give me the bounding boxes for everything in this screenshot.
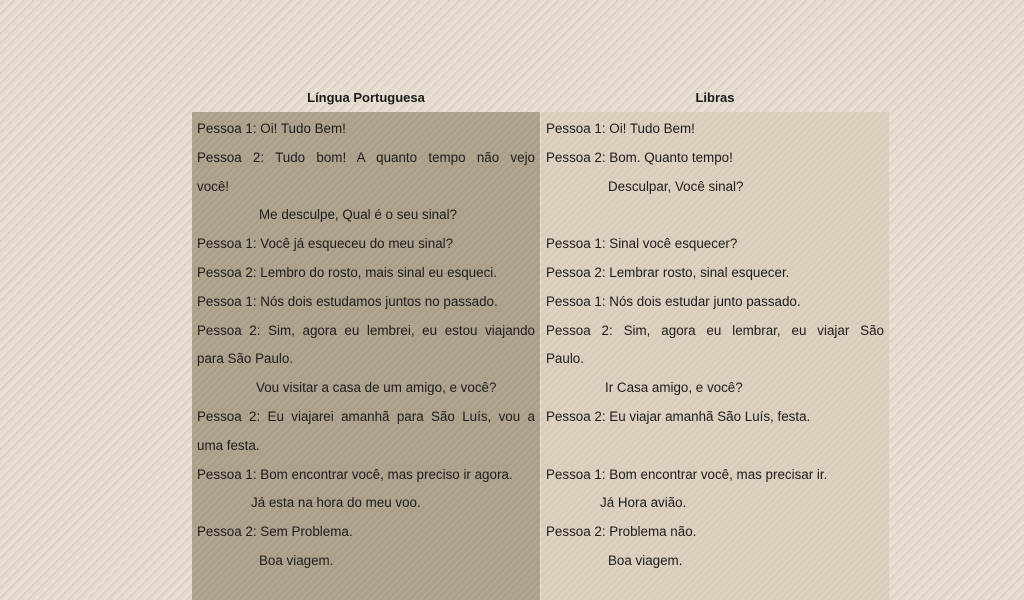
- pt-line-14: Já esta na hora do meu voo.: [251, 495, 421, 511]
- pt-line-2: Pessoa 2: Tudo bom! A quanto tempo não vejo: [197, 149, 535, 165]
- pt-line-7: Pessoa 1: Nós dois estudamos juntos no passado.: [197, 293, 498, 309]
- libras-line-3: Desculpar, Você sinal?: [608, 178, 744, 194]
- libras-line-14: Já Hora avião.: [600, 495, 687, 511]
- pt-line-4: Me desculpe, Qual é o seu sinal?: [259, 207, 458, 223]
- libras-column: [541, 112, 889, 600]
- libras-line-6: Pessoa 2: Lembrar rosto, sinal esquecer.: [546, 264, 790, 280]
- libras-line-16: Boa viagem.: [608, 552, 683, 568]
- header-libras: Libras: [695, 90, 735, 105]
- pt-line-10: Vou visitar a casa de um amigo, e você?: [256, 380, 497, 396]
- libras-line-1: Pessoa 1: Oi! Tudo Bem!: [546, 121, 695, 136]
- header-portuguese: Língua Portuguesa: [307, 90, 425, 105]
- libras-line-13: Pessoa 1: Bom encontrar você, mas precisar ir.: [546, 466, 828, 482]
- libras-line-7: Pessoa 1: Nós dois estudar junto passado.: [546, 293, 801, 309]
- pt-line-5: Pessoa 1: Você já esqueceu do meu sinal?: [197, 236, 454, 252]
- libras-line-12: [546, 432, 884, 461]
- pt-line-11: Pessoa 2: Eu viajarei amanhã para São Luís, vou a: [197, 408, 535, 424]
- libras-line-9: Paulo.: [546, 351, 584, 367]
- libras-line-15: Pessoa 2: Problema não.: [546, 524, 697, 540]
- libras-line-8: Pessoa 2: Sim, agora eu lembrar, eu viajar São: [546, 322, 884, 338]
- libras-line-2: Pessoa 2: Bom. Quanto tempo!: [546, 149, 733, 165]
- pt-line-16: Boa viagem.: [259, 552, 334, 568]
- libras-line-11: Pessoa 2: Eu viajar amanhã São Luís, festa.: [546, 408, 811, 424]
- libras-line-10: Ir Casa amigo, e você?: [605, 380, 743, 396]
- pt-line-1: Pessoa 1: Oi! Tudo Bem!: [197, 121, 346, 136]
- pt-line-12: uma festa.: [197, 437, 260, 453]
- table-header-row: [192, 84, 889, 112]
- portuguese-column: [192, 112, 540, 600]
- pt-line-9: para São Paulo.: [197, 351, 294, 367]
- dialogue-table: [192, 84, 889, 600]
- pt-line-15: Pessoa 2: Sem Problema.: [197, 524, 353, 540]
- pt-line-3: você!: [197, 178, 230, 194]
- pt-line-13: Pessoa 1: Bom encontrar você, mas preciso ir agora.: [197, 466, 513, 482]
- libras-line-5: Pessoa 1: Sinal você esquecer?: [546, 236, 738, 252]
- libras-line-4: [546, 201, 884, 230]
- pt-line-8: Pessoa 2: Sim, agora eu lembrei, eu estou viajando: [197, 322, 535, 338]
- pt-line-6: Pessoa 2: Lembro do rosto, mais sinal eu esqueci.: [197, 264, 497, 280]
